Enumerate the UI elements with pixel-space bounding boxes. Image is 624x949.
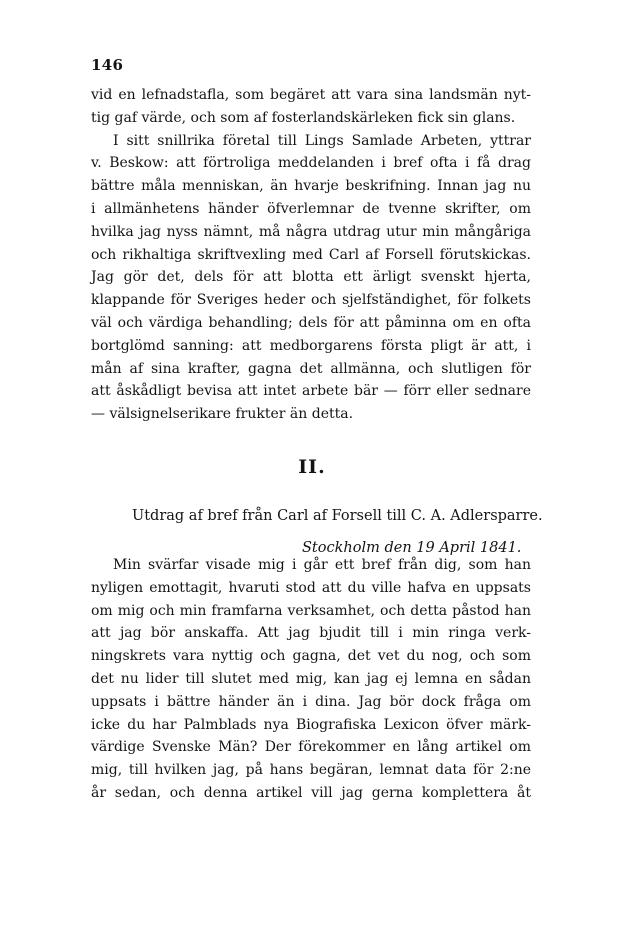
- text-line: uppsats i bättre händer än i dina. Jag bör dock fråga om: [91, 693, 531, 710]
- text-line: Jag gör det, dels för att blotta ett ärligt svenskt hjerta,: [91, 269, 531, 286]
- section-numeral: II.: [298, 456, 326, 478]
- text-line: Min svärfar visade mig i går ett bref från dig, som han: [113, 557, 531, 573]
- text-line: — välsignelserikare frukter än detta.: [91, 406, 354, 423]
- text-line: och rikhaltiga skriftvexling med Carl af Forsell förutskickas.: [91, 246, 531, 263]
- text-line: ningskrets vara nyttig och gagna, det vet du nog, och som: [91, 648, 531, 665]
- paragraph-letter: [91, 554, 531, 805]
- letter-dateline: Stockholm den 19 April 1841.: [302, 540, 522, 556]
- text-line: klappande för Sveriges heder och sjelfständighet, för folkets: [91, 292, 531, 309]
- text-line: tig gaf värde, och som af fosterlandskärleken fick sin glans.: [91, 109, 516, 126]
- text-line: hvilka jag nyss nämnt, må några utdrag utur min mångåriga: [91, 223, 531, 240]
- text-line: väl och värdiga behandling; dels för att påminna om en ofta: [91, 314, 531, 331]
- text-line: bortglömd sanning: att medborgarens första pligt är att, i: [91, 337, 531, 354]
- text-line: om mig och min framfarna verksamhet, och detta påstod han: [91, 602, 531, 619]
- section-heading: Utdrag af bref från Carl af Forsell till C. A. Adlersparre.: [132, 508, 543, 524]
- text-line: nyligen emottagit, hvaruti stod att du ville hafva en uppsats: [91, 579, 531, 596]
- text-line: värdige Svenske Män? Der förekommer en lång artikel om: [91, 739, 531, 756]
- text-line: år sedan, och denna artikel vill jag gerna komplettera åt: [91, 784, 531, 801]
- text-line: vid en lefnadstafla, som begäret att vara sina landsmän nyt-: [91, 87, 531, 103]
- text-line: att jag bör anskaffa. Att jag bjudit till i min ringa verk-: [91, 625, 531, 642]
- text-line: det nu lider till slutet med mig, kan jag ej lemna en sådan: [91, 670, 531, 687]
- text-line: bättre måla menniskan, än hvarje beskrifning. Innan jag nu: [91, 178, 531, 195]
- text-line: I sitt snillrika företal till Lings Samlade Arbeten, yttrar: [113, 132, 531, 149]
- text-line: icke du har Palmblads nya Biografiska Lexicon öfver märk-: [91, 716, 531, 733]
- text-line: att åskådligt bevisa att intet arbete bär — förr eller sednare: [91, 383, 531, 400]
- paragraph-intro: [91, 84, 531, 426]
- text-line: mån af sina krafter, gagna det allmänna, och slutligen för: [91, 360, 531, 377]
- text-line: mig, till hvilken jag, på hans begäran, lemnat data för 2:ne: [91, 762, 531, 779]
- page-number: 146: [91, 56, 124, 74]
- text-line: v. Beskow: att förtroliga meddelanden i bref ofta i få drag: [91, 155, 531, 172]
- text-line: i allmänhetens händer öfverlemnar de tvenne skrifter, om: [91, 200, 531, 217]
